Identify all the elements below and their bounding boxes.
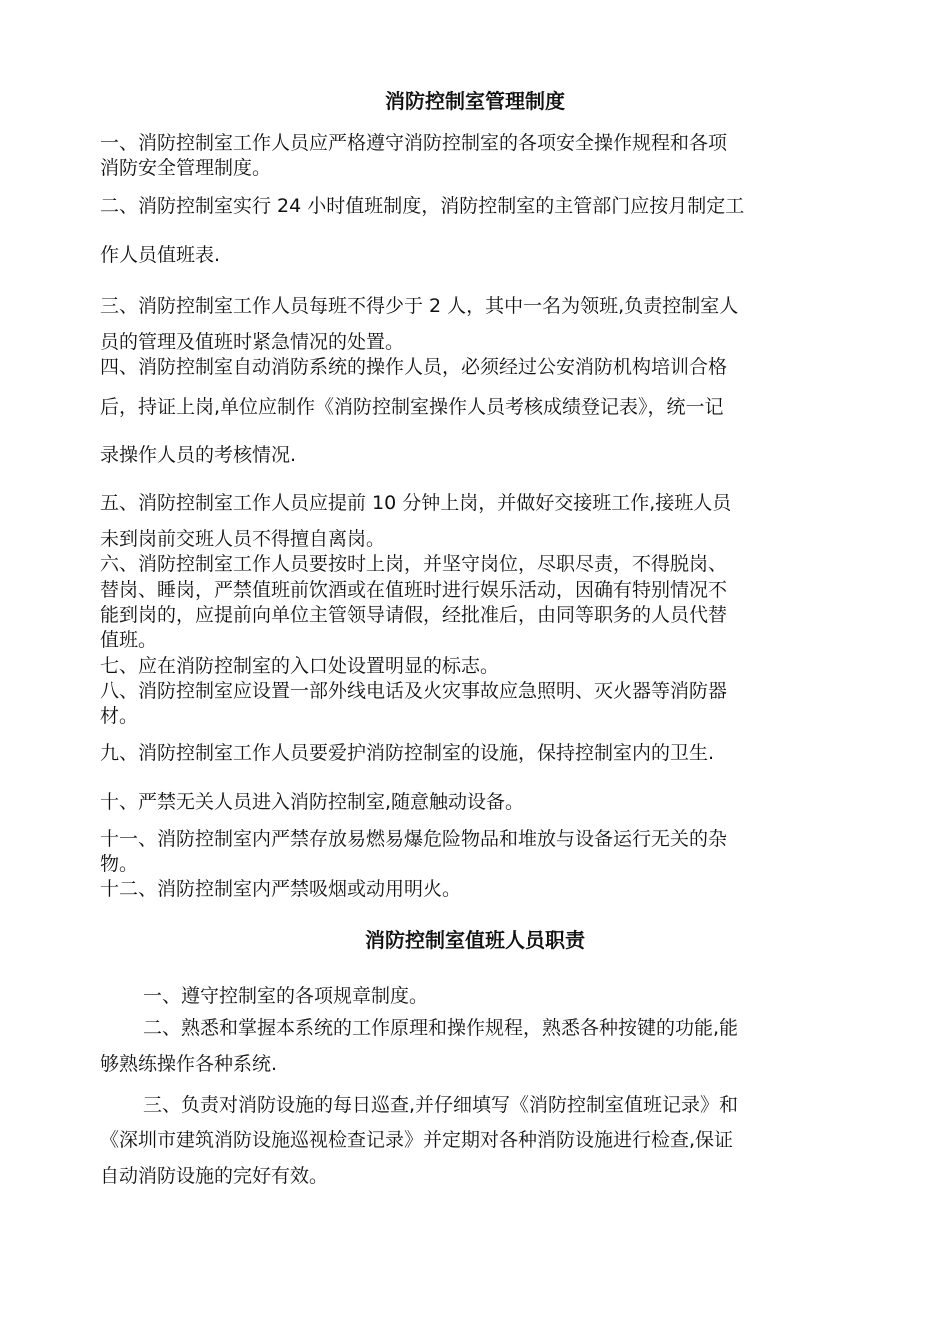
rule-line: 二、消防控制室实行 24 小时值班制度，消防控制室的主管部门应按月制定工 [100,195,745,217]
section2-title: 消防控制室值班人员职责 [365,928,585,952]
rule-line: 九、消防控制室工作人员要爱护消防控制室的设施，保持控制室内的卫生. [100,742,715,764]
rule-line: 未到岗前交班人员不得擅自离岗。 [100,528,386,550]
rule-line: 三、消防控制室工作人员每班不得少于 2 人，其中一名为领班,负责控制室人 [100,295,739,317]
rule-line: 后，持证上岗,单位应制作《消防控制室操作人员考核成绩登记表》，统一记 [100,396,724,418]
rule-line: 录操作人员的考核情况. [100,444,297,466]
rule-line: 十一、消防控制室内严禁存放易燃易爆危险物品和堆放与设备运行无关的杂 [100,828,728,850]
rule-line: 消防安全管理制度。 [100,157,272,179]
duty-line: 《深圳市建筑消防设施巡视检查记录》并定期对各种消防设施进行检查,保证 [100,1129,734,1151]
rule-line: 六、消防控制室工作人员要按时上岗，并坚守岗位，尽职尽责，不得脱岗、 [100,553,728,575]
duty-line: 一、遵守控制室的各项规章制度。 [143,985,429,1007]
rule-line: 五、消防控制室工作人员应提前 10 分钟上岗，并做好交接班工作,接班人员 [100,492,732,514]
rule-line: 材。 [100,705,139,727]
rule-line: 员的管理及值班时紧急情况的处置。 [100,331,405,353]
rule-line: 八、消防控制室应设置一部外线电话及火灾事故应急照明、灭火器等消防器 [100,680,728,702]
rule-line: 十、严禁无关人员进入消防控制室,随意触动设备。 [100,791,525,813]
duty-line: 三、负责对消防设施的每日巡查,并仔细填写《消防控制室值班记录》和 [143,1094,739,1116]
duty-line: 二、熟悉和掌握本系统的工作原理和操作规程，熟悉各种按键的功能,能 [143,1017,739,1039]
rule-line: 物。 [100,853,139,875]
rule-line: 十二、消防控制室内严禁吸烟或动用明火。 [100,878,462,900]
rule-line: 替岗、睡岗，严禁值班前饮酒或在值班时进行娱乐活动，因确有特别情况不 [100,579,728,601]
rule-line: 值班。 [100,629,158,651]
duty-line: 自动消防设施的完好有效。 [100,1165,329,1187]
rule-line: 四、消防控制室自动消防系统的操作人员，必须经过公安消防机构培训合格 [100,356,728,378]
rule-line: 一、消防控制室工作人员应严格遵守消防控制室的各项安全操作规程和各项 [100,132,728,154]
duty-line: 够熟练操作各种系统. [100,1053,278,1075]
section1-title: 消防控制室管理制度 [385,89,565,113]
rule-line: 能到岗的，应提前向单位主管领导请假，经批准后，由同等职务的人员代替 [100,604,728,626]
rule-line: 作人员值班表. [100,244,221,266]
rule-line: 七、应在消防控制室的入口处设置明显的标志。 [100,655,500,677]
